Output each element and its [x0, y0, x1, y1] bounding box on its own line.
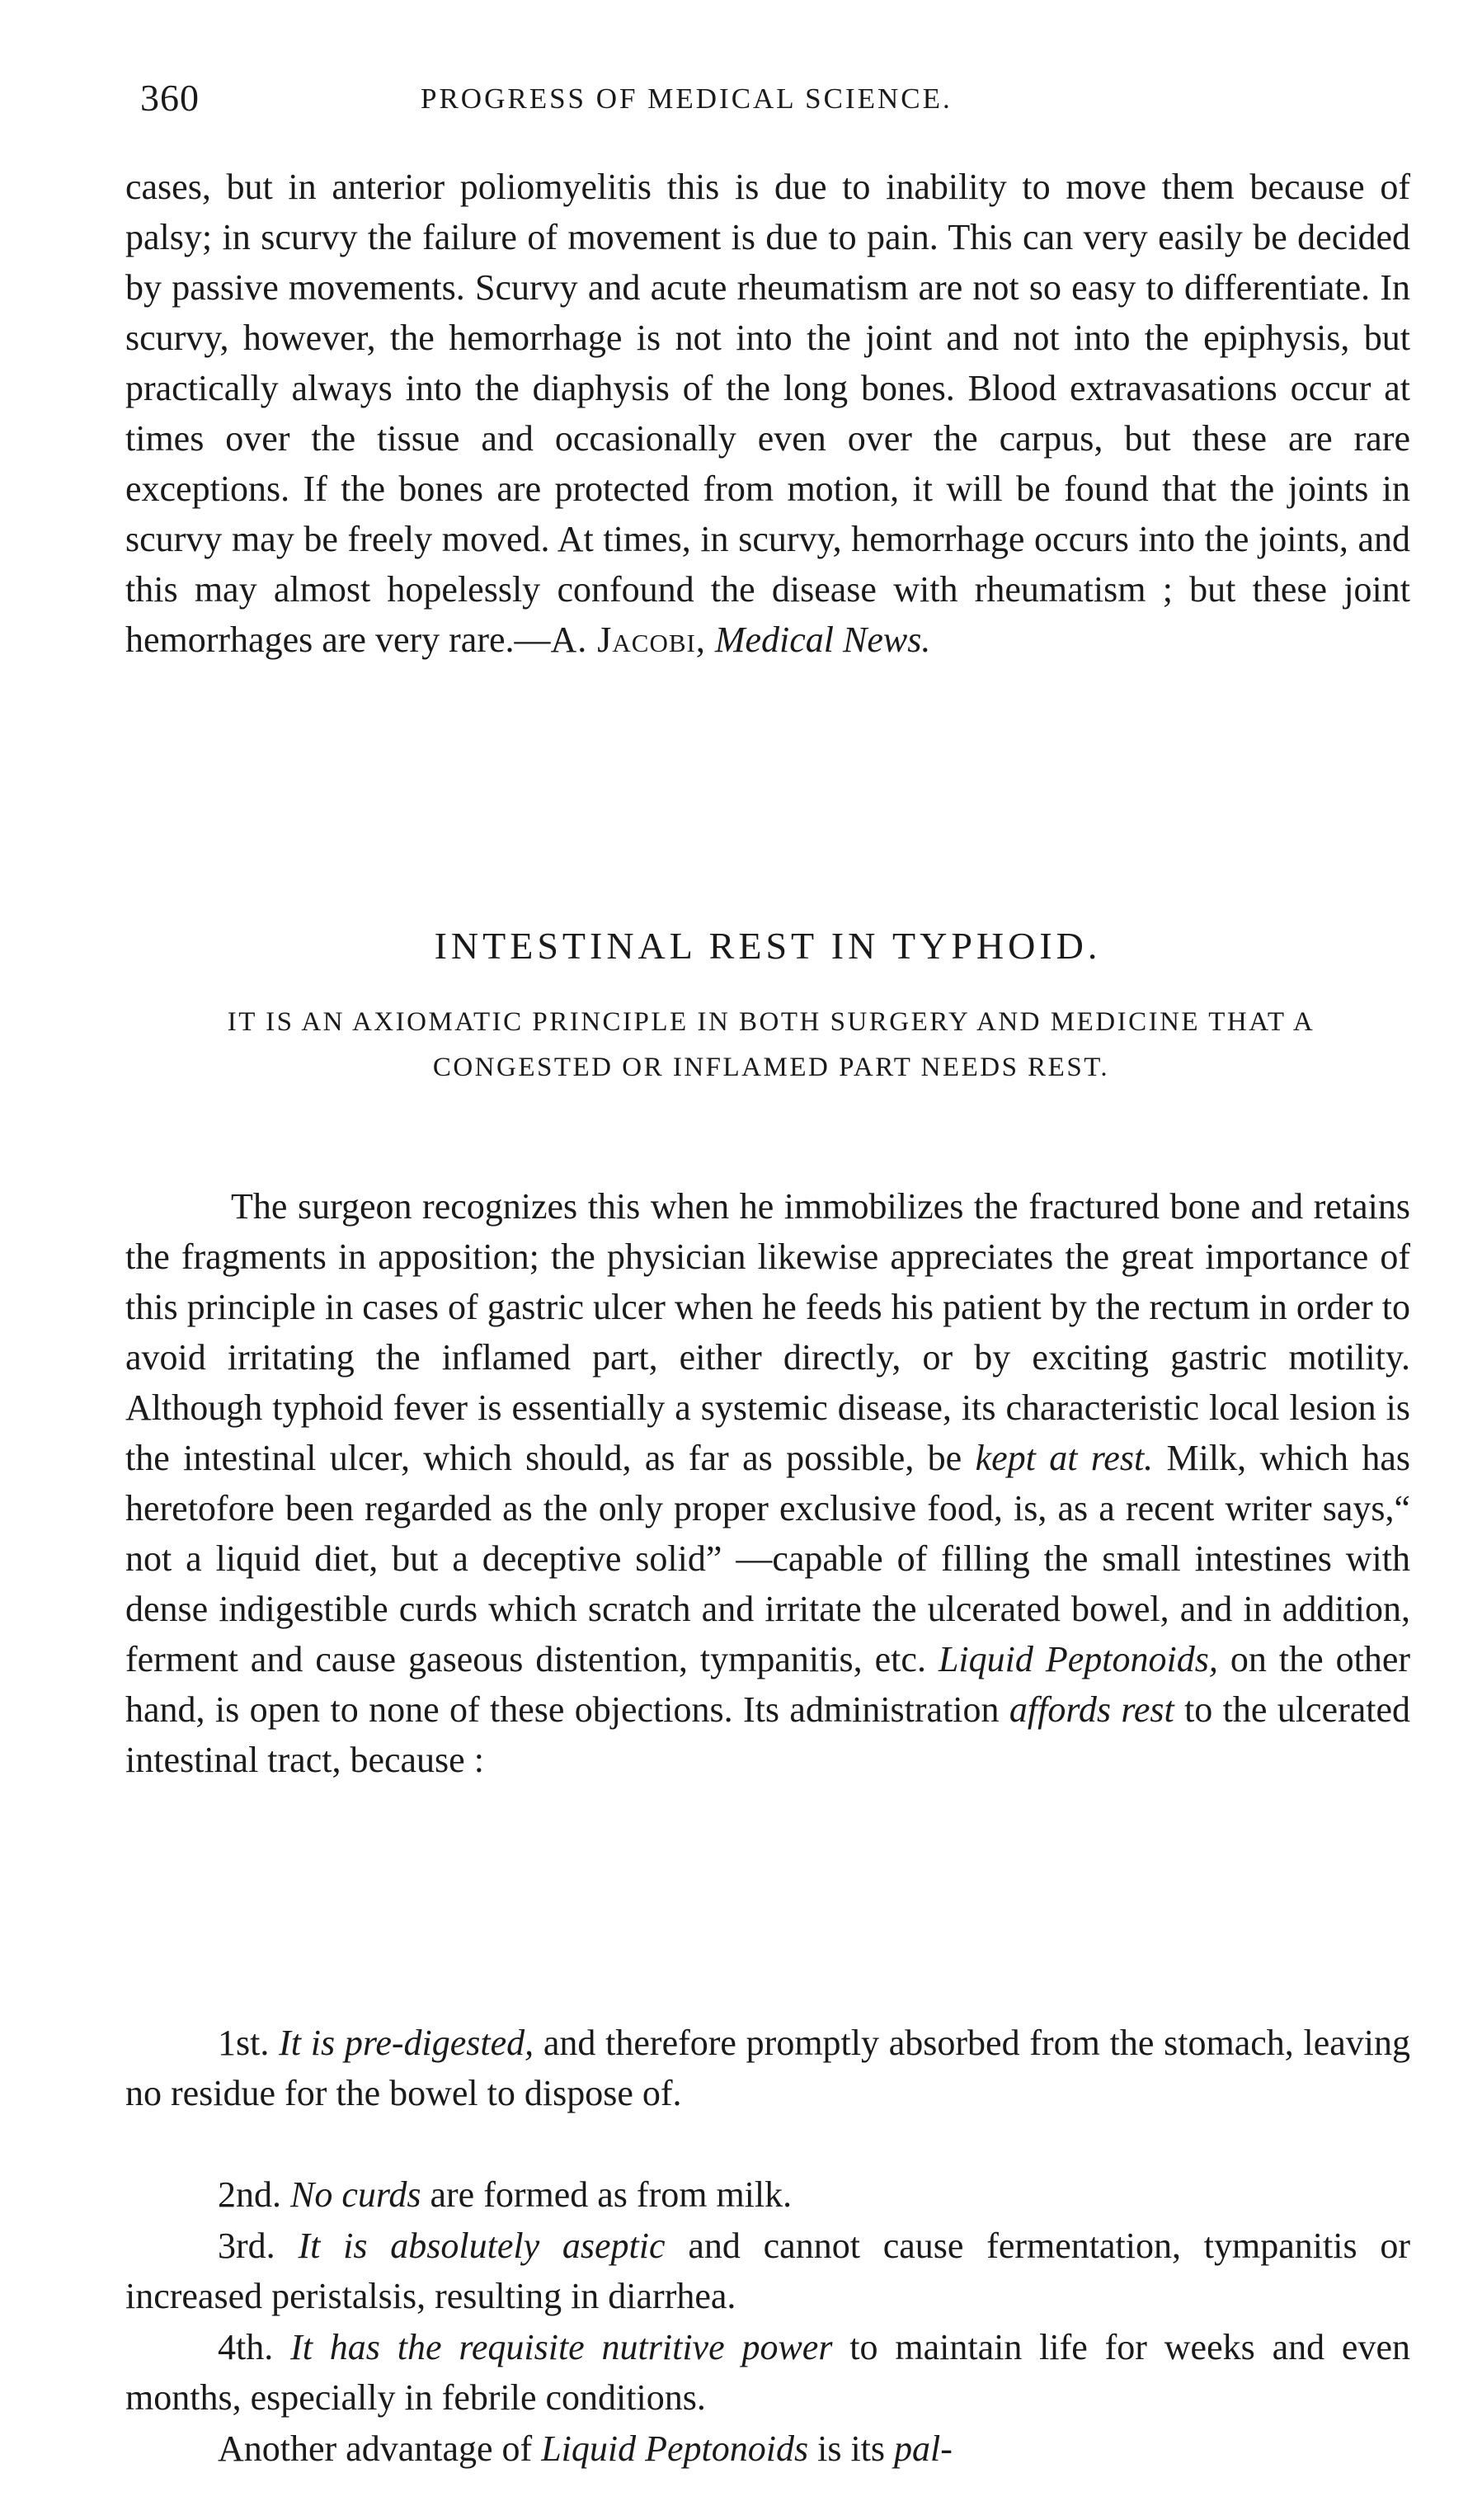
reason-item-1 [125, 2018, 1410, 2118]
reason-ordinal: 3rd. [218, 2226, 275, 2266]
emphasis-kept-at-rest: kept at rest. [975, 1438, 1154, 1478]
paragraph-text-c: on the other hand, is open to none of these objections. Its administration [125, 1639, 1411, 1730]
continuation-text: cases, but in anterior poliomyelitis this is due to inability to move them because of palsy; in scurvy the failure of movement is due to pain. This can very easily be decided by passive movements. Scurvy and acute rheumatism are not so easy to differentiate. In scurvy, however, the hemorrhage is not into the joint and not into the epiphysis, but practically always into the diaphysis of the long bones. Blood extravasations occur at times over the tissue and occasionally even over the carpus, but these are rare exceptions. If the bones are protected from motion, it will be found that the joints in scurvy may be freely moved. At times, in scurvy, hemorrhage occurs into the joints, and this may almost hopelessly confound the disease with rheumatism ; but these joint hemorrhages are very rare.— [125, 167, 1410, 660]
paragraph-text-d: to the ulcerated intestinal tract, because : [125, 1689, 1411, 1780]
closing-text-a: Another advantage of [218, 2428, 533, 2469]
article-subtitle: IT IS AN AXIOMATIC PRINCIPLE IN BOTH SURGERY AND MEDICINE THAT A CONGESTED OR INFLAMED PART NEEDS REST. [227, 1007, 1315, 1082]
reason-ordinal: 1st. [218, 2023, 270, 2063]
article-paragraph [125, 1181, 1410, 1785]
reason-ordinal: 4th. [218, 2327, 274, 2367]
reason-item-3 [125, 2221, 1410, 2321]
reason-emphasis: It is pre-digested, [279, 2023, 534, 2063]
reason-text: and therefore promptly absorbed from the stomach, leaving no residue for the bowel to dispose of. [125, 2023, 1411, 2113]
reason-item-2 [125, 2169, 1410, 2220]
closing-product-name: Liquid Peptonoids [541, 2428, 809, 2469]
product-name: Liquid Peptonoids, [938, 1639, 1218, 1679]
citation-source: Medical News. [714, 619, 931, 660]
closing-hyphenated-word: pal- [894, 2428, 953, 2469]
reason-ordinal: 2nd. [218, 2174, 281, 2215]
reason-text: and cannot cause fermentation, tympanitis or increased peristalsis, resulting in diarrhea. [125, 2226, 1411, 2316]
citation-author: A. Jacobi, [550, 619, 706, 660]
paragraph-text-a: The surgeon recognizes this when he immobilizes the fractured bone and retains the fragments in apposition; the physician likewise appreciates the great importance of this principle in cases of gastric ulcer when he feeds his patient by the rectum in order to avoid irritating the inflamed part, either directly, or by exciting gastric motility. Although typhoid fever is essentially a systemic disease, its characteristic local lesion is the intestinal ulcer, which should, as far as possible, be [125, 1186, 1410, 1478]
running-head: PROGRESS OF MEDICAL SCIENCE. [421, 82, 953, 115]
paragraph-text-b: Milk, which has heretofore been regarded as the only proper exclusive food, is, as a recent writer says,“ not a liquid diet, but a deceptive solid” —capable of filling the small intestines with dense indigestible curds which scratch and irritate the ulcerated bowel, and in addition, ferment and cause gaseous distention, tympanitis, etc. [125, 1438, 1410, 1679]
closing-paragraph [125, 2423, 1410, 2474]
reason-emphasis: It has the requisite nutritive power [290, 2327, 833, 2367]
article-title: INTESTINAL REST IN TYPHOID. [434, 925, 1102, 967]
reason-text: to maintain life for weeks and even months, especially in febrile conditions. [125, 2327, 1410, 2418]
closing-text-b: is its [817, 2428, 886, 2469]
emphasis-affords-rest: affords rest [1009, 1689, 1174, 1730]
reason-emphasis: It is absolutely aseptic [298, 2226, 666, 2266]
page-number: 360 [140, 77, 200, 119]
reason-text: are formed as from milk. [430, 2174, 793, 2215]
page-header [140, 76, 1418, 125]
continuation-paragraph [125, 162, 1410, 879]
reason-item-4 [125, 2322, 1410, 2423]
reason-emphasis: No curds [290, 2174, 421, 2215]
